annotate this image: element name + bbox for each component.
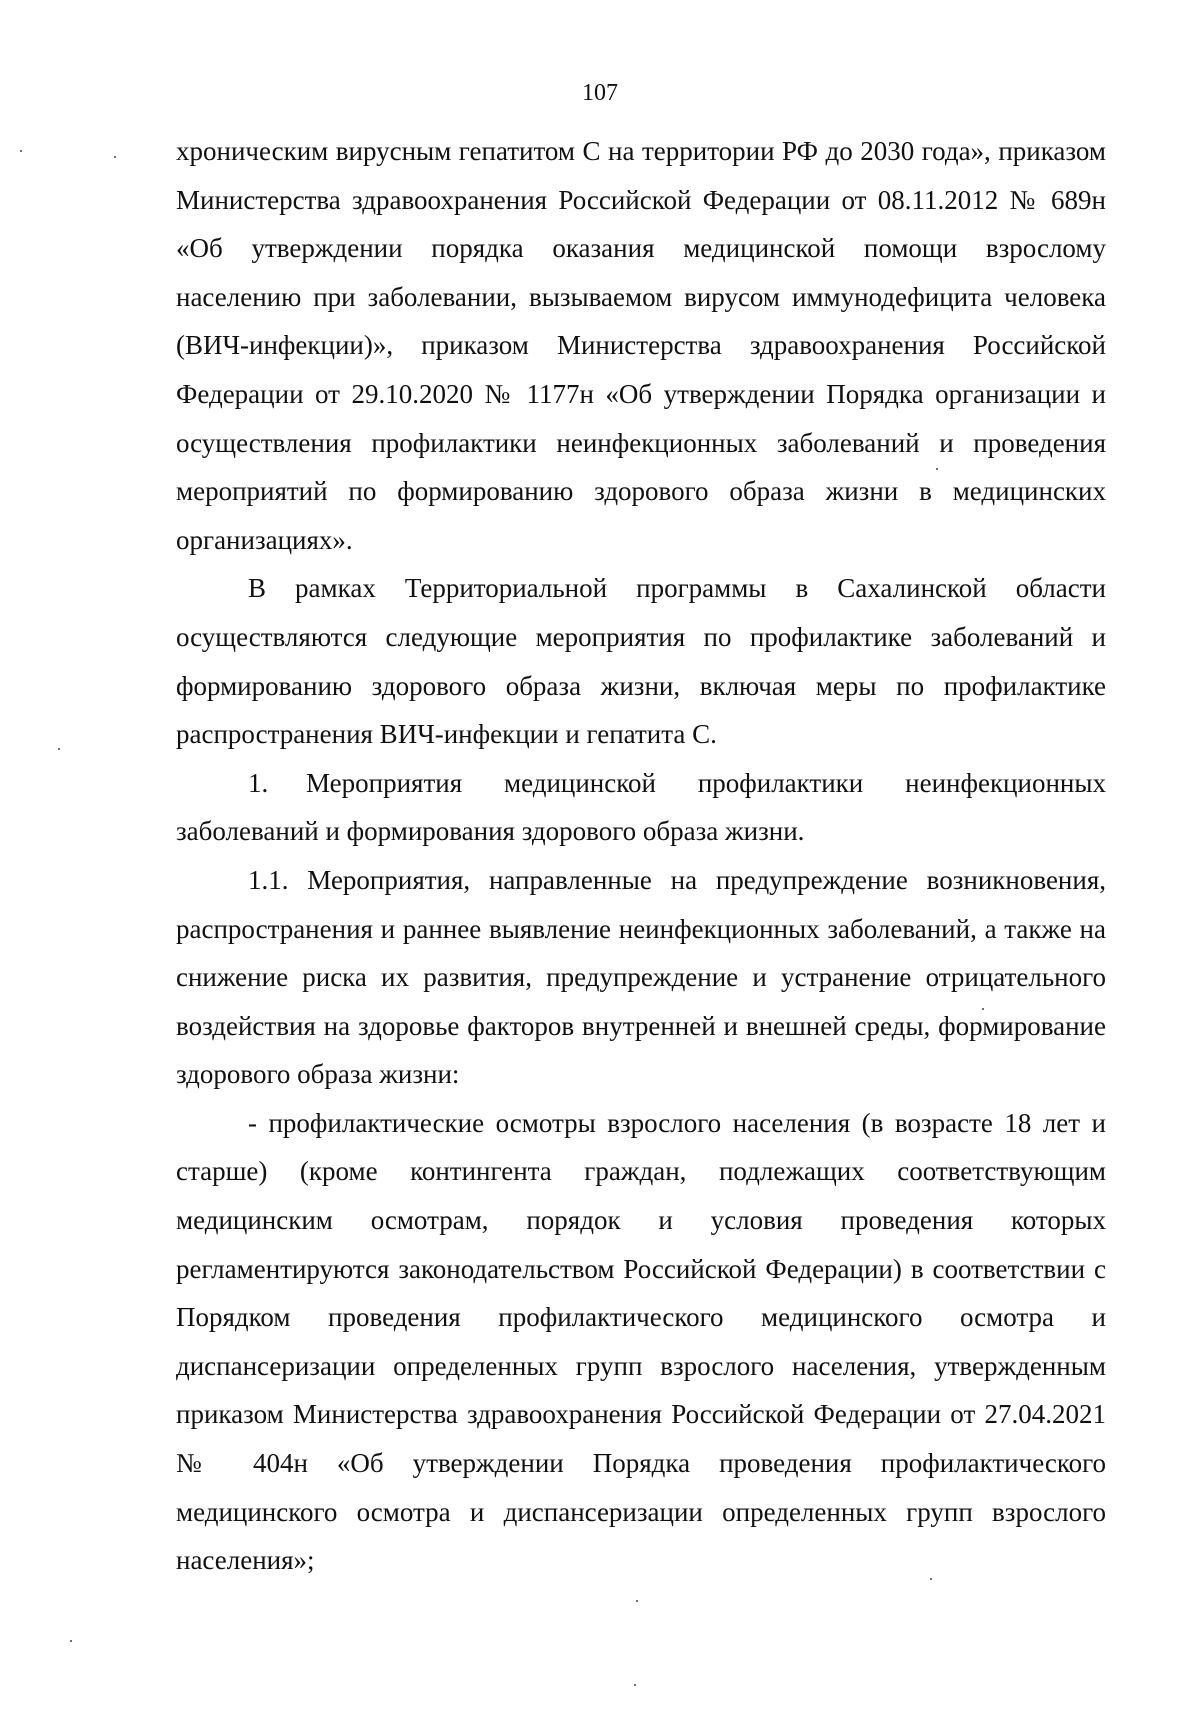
paragraph-item-1-1: 1.1. Мероприятия, направленные на предупреждение возникновения, распространения и раннее выявление неинфекционных заболеваний, а также на снижение риска их развития, предупреждение и устранение отрицательного воздействия на здоровье факторов внутренней и внешней среды, формирование здорового образа жизни: [176, 864, 1106, 1090]
paragraph-item-1 [176, 759, 1106, 856]
scan-speck [636, 1600, 638, 1602]
scan-speck [936, 468, 938, 470]
page-number: 107 [582, 80, 618, 106]
scan-speck [70, 1640, 72, 1642]
paragraph-continuation: хроническим вирусным гепатитом С на территории РФ до 2030 года», приказом Министерства здравоохранения Российской Федерации от 08.11.2012 № 689н «Об утверждении порядка оказания медицинской помощи взрослому населению при заболевании, вызываемом вирусом иммунодефицита человека (ВИЧ-инфекции)», приказом Министерства здравоохранения Российской Федерации от 29.10.2020 № 1177н «Об утверждении Порядка организации и осуществления профилактики неинфекционных заболеваний и проведения мероприятий по формированию здорового образа жизни в медицинских организациях». [176, 136, 1106, 555]
paragraph-territorial-program: В рамках Территориальной программы в Сахалинской области осуществляются следующие мероприятия по профилактике заболеваний и формированию здорового образа жизни, включая меры по профилактике распространения ВИЧ-инфекции и гепатита С. [176, 573, 1106, 750]
item-number: 1. [248, 767, 269, 798]
scan-speck [58, 748, 60, 750]
scan-speck [634, 1684, 636, 1686]
document-body [176, 127, 1106, 1585]
scan-speck [982, 1008, 984, 1010]
paragraph-preventive-exams: - профилактические осмотры взрослого населения (в возрасте 18 лет и старше) (кроме контингента граждан, подлежащих соответствующим медицинским осмотрам, порядок и условия проведения которых регламентируются законодательством Российской Федерации) в соответствии с Порядком проведения профилактического медицинского осмотра и диспансеризации определенных групп взрослого населения, утвержденным приказом Министерства здравоохранения Российской Федерации от 27.04.2021 № 404н «Об утверждении Порядка проведения профилактического медицинского осмотра и диспансеризации определенных групп взрослого населения»; [176, 1107, 1106, 1576]
scan-speck [114, 156, 116, 158]
item-1-text: Мероприятия медицинской профилактики неинфекционных заболеваний и формирования здорового образа жизни. [176, 767, 1106, 847]
scan-speck [930, 1578, 932, 1580]
scan-speck [20, 150, 22, 152]
